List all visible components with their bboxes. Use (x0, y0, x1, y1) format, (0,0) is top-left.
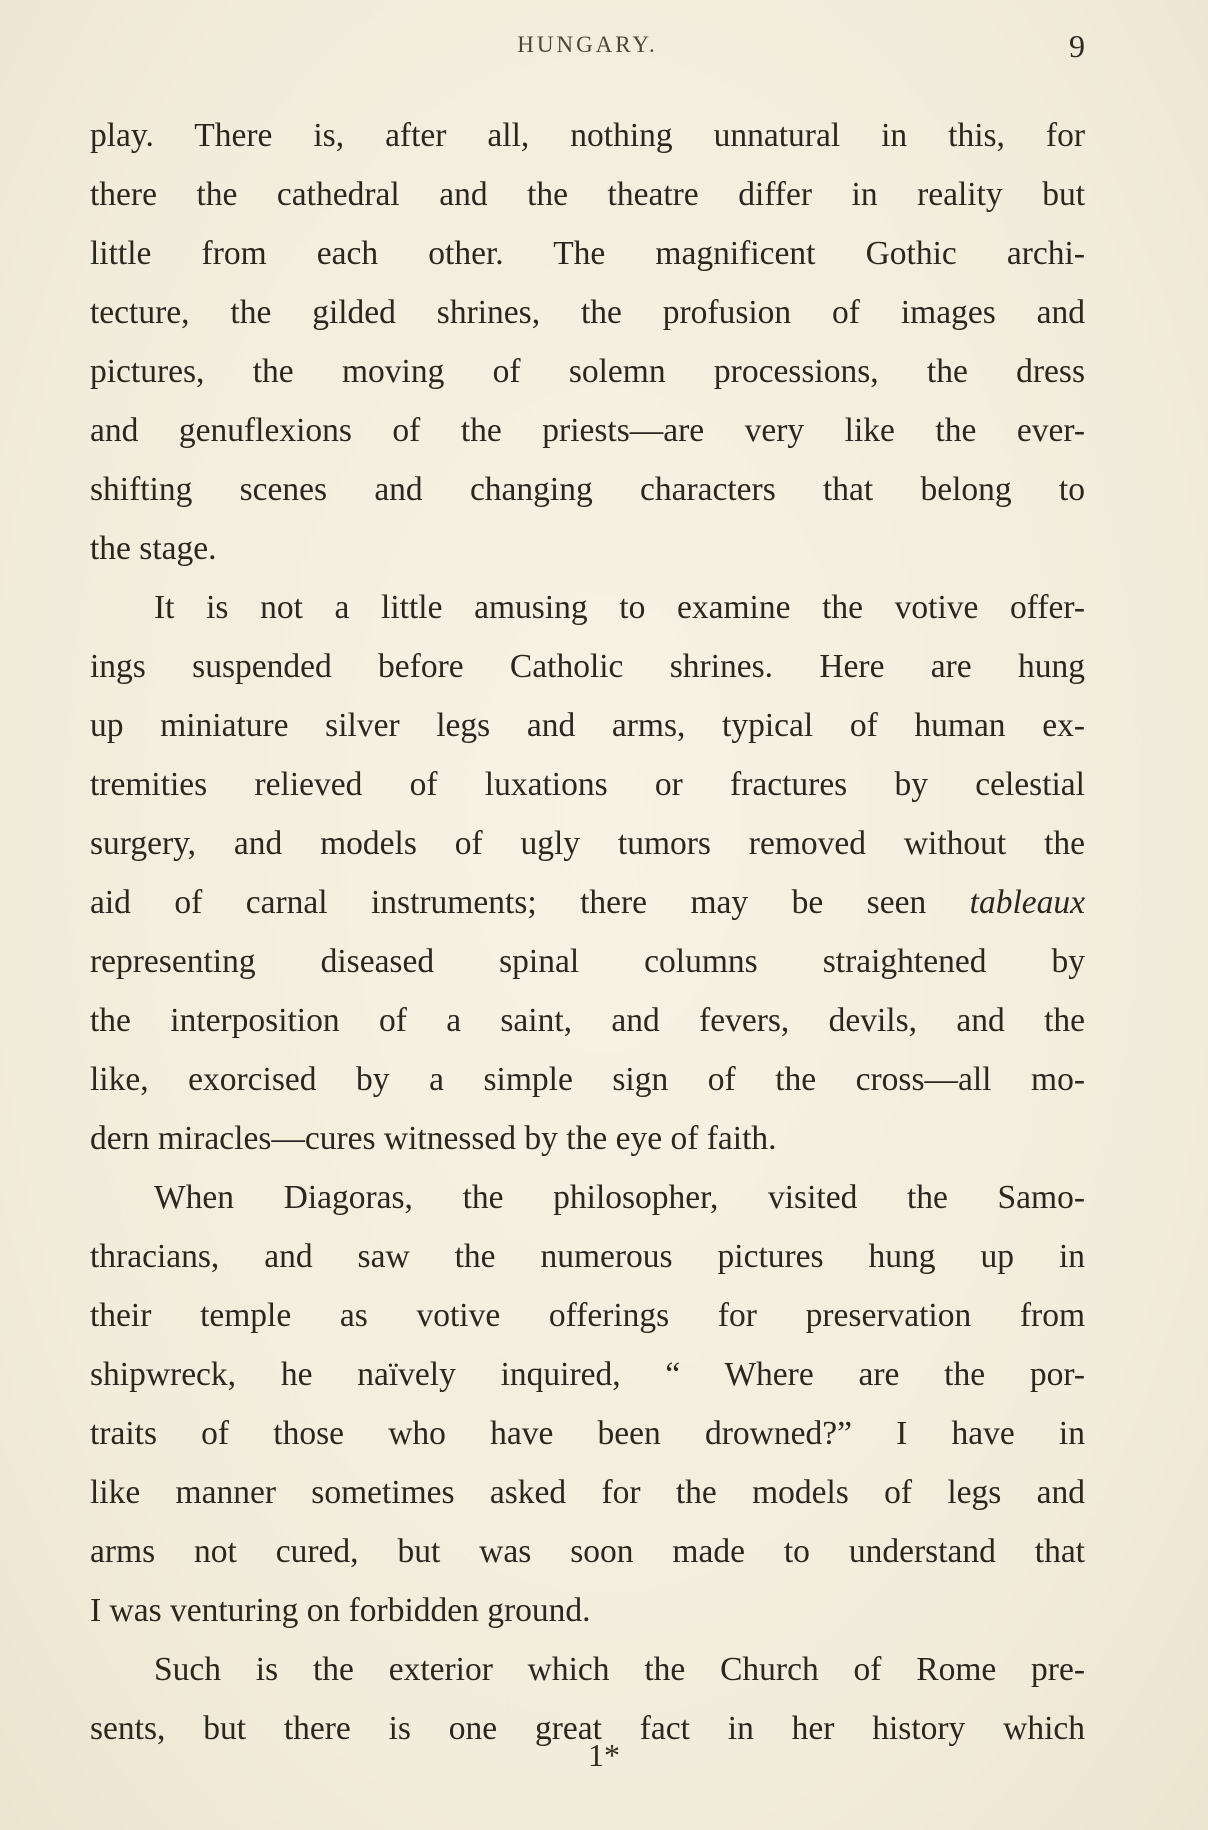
text-line: surgery, and models of ugly tumors removed without the (90, 825, 1085, 862)
text-line: pictures, the moving of solemn processions, the dress (90, 353, 1085, 390)
text-line: aid of carnal instruments; there may be seen tableaux (90, 884, 1085, 921)
text-line: traits of those who have been drowned?” I have in (90, 1415, 1085, 1452)
text-line: Such is the exterior which the Church of Rome pre- (154, 1651, 1085, 1688)
running-head (90, 28, 1085, 68)
text-line: sents, but there is one great fact in her history which (90, 1710, 1085, 1747)
page-number: 9 (1069, 28, 1085, 64)
text-line: tecture, the gilded shrines, the profusion of images and (90, 294, 1085, 331)
text-line: representing diseased spinal columns straightened by (90, 943, 1085, 980)
text-line: up miniature silver legs and arms, typical of human ex- (90, 707, 1085, 744)
text-line: arms not cured, but was soon made to understand that (90, 1533, 1085, 1570)
text-line: thracians, and saw the numerous pictures hung up in (90, 1238, 1085, 1275)
text-line: dern miracles—cures witnessed by the eye of faith. (90, 1120, 777, 1157)
text-line: ings suspended before Catholic shrines. Here are hung (90, 648, 1085, 685)
text-line: little from each other. The magnificent Gothic archi- (90, 235, 1085, 272)
signature-mark: 1* (588, 1737, 620, 1773)
text-line: shipwreck, he naïvely inquired, “ Where are the por- (90, 1356, 1085, 1393)
text-line: there the cathedral and the theatre differ in reality but (90, 176, 1085, 213)
text-line: like, exorcised by a simple sign of the cross—all mo- (90, 1061, 1085, 1098)
text-line: tremities relieved of luxations or fractures by celestial (90, 766, 1085, 803)
body-text (90, 106, 1085, 1758)
running-title: HUNGARY. (517, 32, 658, 57)
text-line: like manner sometimes asked for the models of legs and (90, 1474, 1085, 1511)
text-line: shifting scenes and changing characters that belong to (90, 471, 1085, 508)
italic-word: tableaux (969, 884, 1085, 921)
text-line: When Diagoras, the philosopher, visited the Samo- (154, 1179, 1085, 1216)
text-line: the interposition of a saint, and fevers, devils, and the (90, 1002, 1085, 1039)
text-line: I was venturing on forbidden ground. (90, 1592, 591, 1629)
text-line: play. There is, after all, nothing unnatural in this, for (90, 117, 1085, 154)
text-line: It is not a little amusing to examine the votive offer- (154, 589, 1085, 626)
text-line: their temple as votive offerings for preservation from (90, 1297, 1085, 1334)
text-line: and genuflexions of the priests—are very like the ever- (90, 412, 1085, 449)
text-line: the stage. (90, 530, 217, 567)
